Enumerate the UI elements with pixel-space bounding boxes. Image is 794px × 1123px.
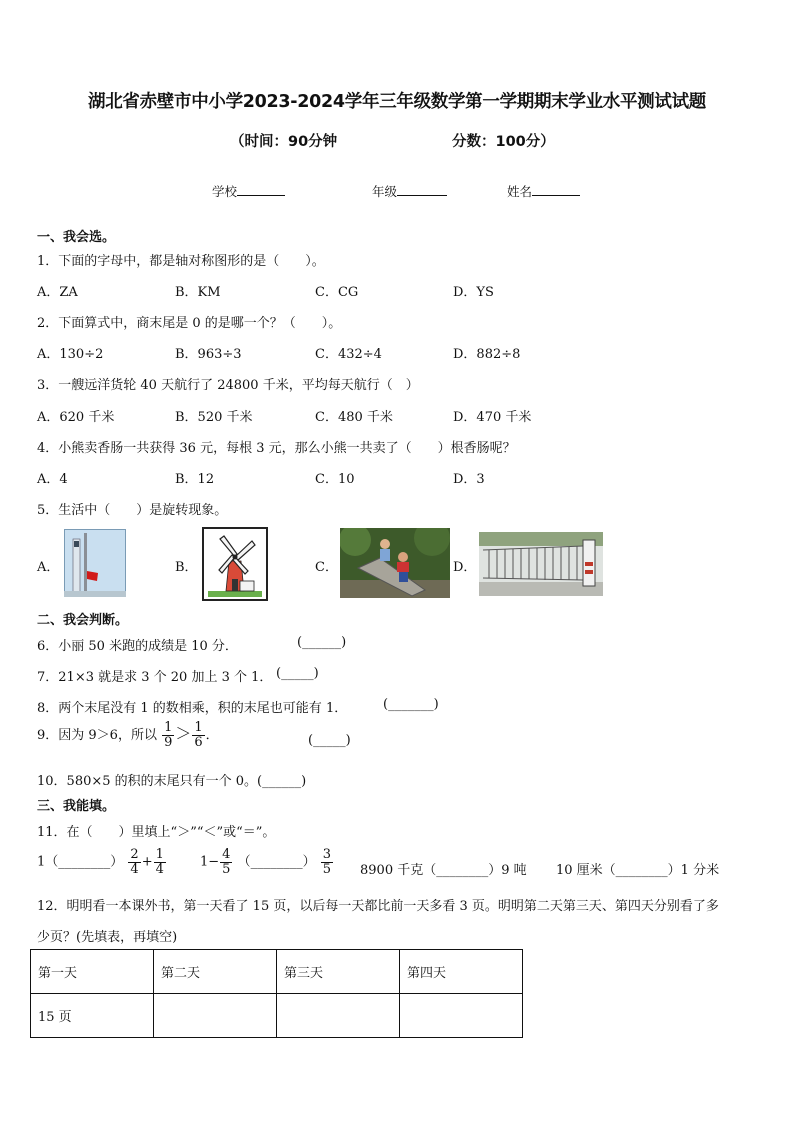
fraction-one-sixth: $\frac{1}{6}$ — [194, 720, 203, 750]
q11-part-3[interactable]: 8900 千克（________）9 吨 — [360, 863, 527, 878]
name-label: 姓名 — [507, 184, 533, 199]
retractable-gate-image — [479, 532, 603, 596]
q2-option-a[interactable]: A．130÷2 — [37, 347, 104, 362]
slide-children-image — [340, 528, 450, 598]
q9-answer-blank[interactable]: (_____) — [308, 733, 351, 748]
q11-part-2: 1− $\frac{4}{5}$ （________） $\frac{3}{5}$ — [200, 847, 332, 877]
grade-field[interactable] — [372, 182, 447, 200]
school-field[interactable] — [212, 182, 285, 200]
q1-option-c[interactable]: C．CG — [315, 285, 359, 300]
q3-option-a[interactable]: A．620 千米 — [37, 410, 115, 425]
school-label: 学校 — [212, 184, 238, 199]
q2-option-d[interactable]: D．882÷8 — [453, 347, 521, 362]
q9-premise: 9．因为 9＞6，所以 — [37, 728, 157, 743]
table-cell-day3[interactable] — [277, 994, 400, 1038]
question-12-line-2: 少页？(先填表，再填空) — [37, 930, 178, 945]
q4-option-c[interactable]: C．10 — [315, 472, 355, 487]
question-1: 1．下面的字母中，都是轴对称图形的是（ ）。 — [37, 254, 325, 269]
q5-option-b[interactable]: B． — [175, 560, 198, 575]
question-9: 9．因为 9＞6，所以 $\frac{1}{9}$ ＞ $\frac{1}{6}$ ． — [37, 720, 219, 750]
fraction-one-ninth: $\frac{1}{9}$ — [164, 720, 173, 750]
table-header-cell: 第四天 — [400, 950, 523, 994]
table-cell-day4[interactable] — [400, 994, 523, 1038]
question-7: 7．21×3 就是求 3 个 20 加上 3 个 1． — [37, 670, 273, 685]
q2-option-b[interactable]: B．963÷3 — [175, 347, 242, 362]
question-5: 5．生活中（ ）是旋转现象。 — [37, 503, 228, 518]
q6-answer-blank[interactable]: (______) — [297, 635, 347, 650]
grade-label: 年级 — [372, 184, 398, 199]
question-2: 2．下面算式中，商末尾是 0 的是哪一个？（ ）。 — [37, 316, 342, 331]
q3-option-b[interactable]: B．520 千米 — [175, 410, 253, 425]
fraction-three-fifths: $\frac{3}{5}$ — [322, 847, 332, 877]
exam-score: 分数：100分） — [452, 134, 555, 150]
table-cell-day2[interactable] — [154, 994, 277, 1038]
question-4: 4．小熊卖香肠一共获得 36 元，每根 3 元，那么小熊一共卖了（ ）根香肠呢？ — [37, 441, 516, 456]
question-11: 11．在（ ）里填上“＞”“＜”或“＝”。 — [37, 825, 276, 840]
q5-option-a[interactable]: A． — [37, 560, 60, 575]
fraction-one-fourth: $\frac{1}{4}$ — [155, 847, 164, 877]
q11-p1-blank[interactable]: 1（________） — [37, 854, 124, 870]
question-3: 3．一艘远洋货轮 40 天航行了 24800 千米，平均每天航行（ ） — [37, 378, 419, 393]
table-header-row — [31, 950, 523, 994]
q1-option-a[interactable]: A．ZA — [37, 285, 78, 300]
fraction-four-fifths: $\frac{4}{5}$ — [222, 847, 231, 877]
q11-part-1: 1（________） $\frac{2}{4}$ + $\frac{1}{4}$ — [37, 847, 164, 877]
fraction-two-fourths: $\frac{2}{4}$ — [130, 847, 139, 877]
q4-option-d[interactable]: D．3 — [453, 472, 485, 487]
section-2-heading: 二、我会判断。 — [37, 613, 129, 628]
question-8: 8．两个末尾没有 1 的数相乘，积的末尾也可能有 1． — [37, 701, 348, 716]
q3-option-d[interactable]: D．470 千米 — [453, 410, 532, 425]
q5-option-c[interactable]: C． — [315, 560, 338, 575]
flag-raising-image — [64, 529, 126, 597]
name-field[interactable] — [507, 182, 580, 200]
q11-part-4[interactable]: 10 厘米（________）1 分米 — [556, 863, 720, 878]
windmill-image — [202, 527, 268, 601]
q5-option-d[interactable]: D． — [453, 560, 477, 575]
q7-answer-blank[interactable]: (_____) — [276, 666, 319, 681]
q8-answer-blank[interactable]: (_______) — [383, 697, 439, 712]
q3-option-c[interactable]: C．480 千米 — [315, 410, 393, 425]
greater-than-sign: ＞ — [175, 724, 192, 743]
table-header-cell: 第二天 — [154, 950, 277, 994]
question-6: 6．小丽 50 米跑的成绩是 10 分． — [37, 639, 238, 654]
table-header-cell: 第一天 — [31, 950, 154, 994]
section-3-heading: 三、我能填。 — [37, 799, 116, 814]
question-10: 10．580×5 的积的末尾只有一个 0。(______) — [37, 774, 307, 789]
q2-option-c[interactable]: C．432÷4 — [315, 347, 382, 362]
q1-option-d[interactable]: D．YS — [453, 285, 494, 300]
section-1-heading: 一、我会选。 — [37, 230, 116, 245]
table-row — [31, 994, 523, 1038]
table-header-cell: 第三天 — [277, 950, 400, 994]
q11-p2-blank[interactable]: （________） — [237, 854, 316, 870]
question-12-line-1: 12．明明看一本课外书，第一天看了 15 页，以后每一天都比前一天多看 3 页。明明第二天第三天、第四天分别看了多 — [37, 899, 719, 914]
q4-option-a[interactable]: A．4 — [37, 472, 68, 487]
page-title: 湖北省赤壁市中小学2023-2024学年三年级数学第一学期期末学业水平测试试题 — [88, 92, 706, 112]
q4-option-b[interactable]: B．12 — [175, 472, 215, 487]
exam-time: （时间：90分钟 — [230, 134, 338, 150]
table-cell-day1: 15 页 — [31, 994, 154, 1038]
reading-table — [30, 949, 523, 1038]
q1-option-b[interactable]: B．KM — [175, 285, 221, 300]
